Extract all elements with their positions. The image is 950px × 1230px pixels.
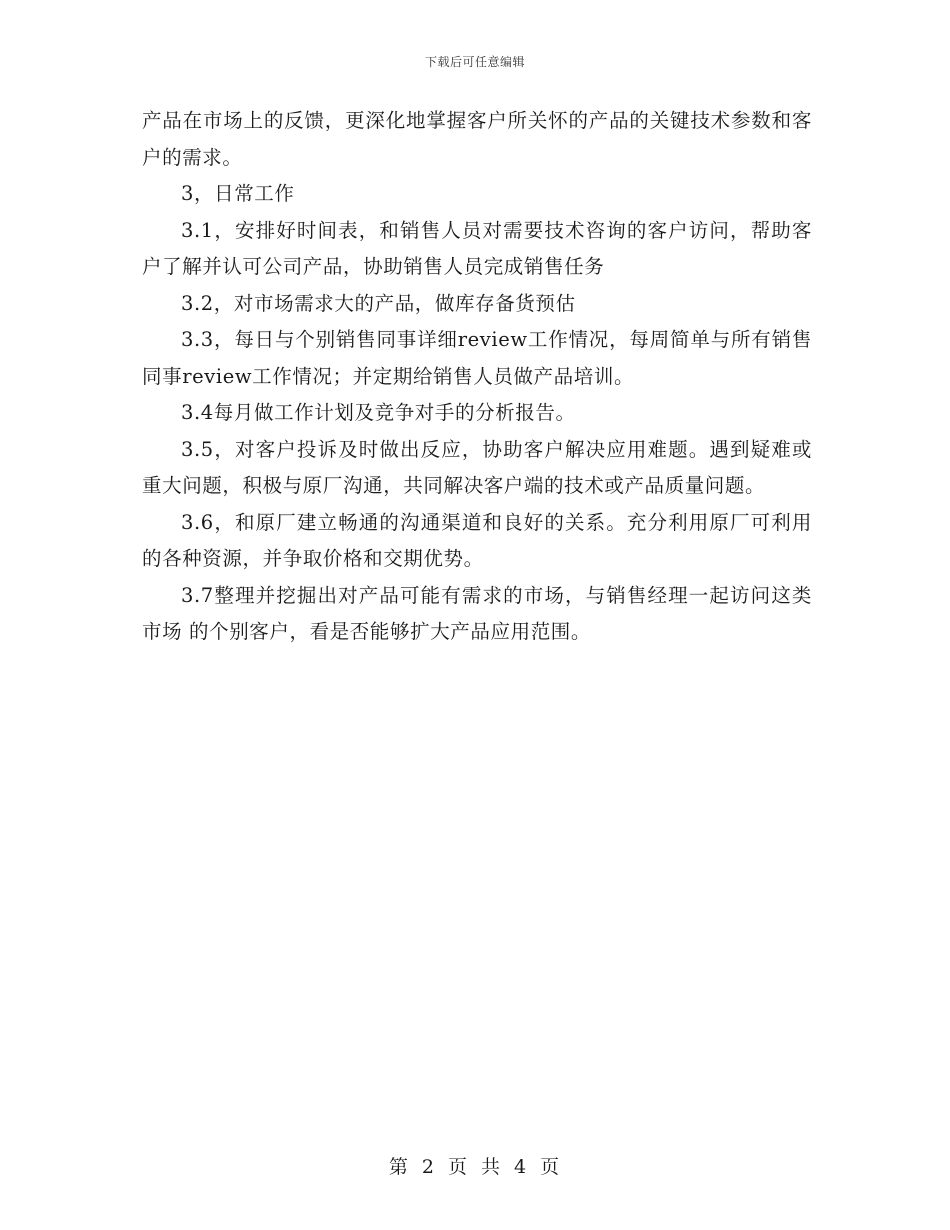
paragraph-continuation: 产品在市场上的反馈，更深化地掌握客户所关怀的产品的关键技术参数和客户的需求。 — [142, 109, 812, 169]
document-body — [142, 103, 812, 651]
page-number-footer: 第 2 页 共 4 页 — [388, 1156, 562, 1178]
paragraph-3-2: 3.2，对市场需求大的产品，做库存备货预估 — [181, 291, 576, 315]
paragraph-3-5: 3.5，对客户投诉及时做出反应，协助客户解决应用难题。遇到疑难或重大问题，积极与原厂沟通，共同解决客户端的技术或产品质量问题。 — [142, 437, 812, 497]
paragraph-3-3: 3.3，每日与个别销售同事详细review工作情况，每周简单与所有销售同事review工作情况；并定期给销售人员做产品培训。 — [142, 328, 812, 388]
section-heading-daily-work: 3，日常工作 — [181, 182, 295, 205]
paragraph-3-7: 3.7整理并挖掘出对产品可能有需求的市场，与销售经理一起访问这类市场 的个别客户，看是否能够扩大产品应用范围。 — [142, 583, 812, 643]
paragraph-3-4: 3.4每月做工作计划及竞争对手的分析报告。 — [181, 401, 576, 424]
page-header: 下载后可任意编辑 — [424, 55, 525, 69]
paragraph-3-1: 3.1，安排好时间表，和销售人员对需要技术咨询的客户访问，帮助客户了解并认可公司产品，协助销售人员完成销售任务 — [142, 218, 812, 278]
paragraph-3-6: 3.6，和原厂建立畅通的沟通渠道和良好的关系。充分利用原厂可利用的各种资源，并争取价格和交期优势。 — [142, 510, 812, 570]
